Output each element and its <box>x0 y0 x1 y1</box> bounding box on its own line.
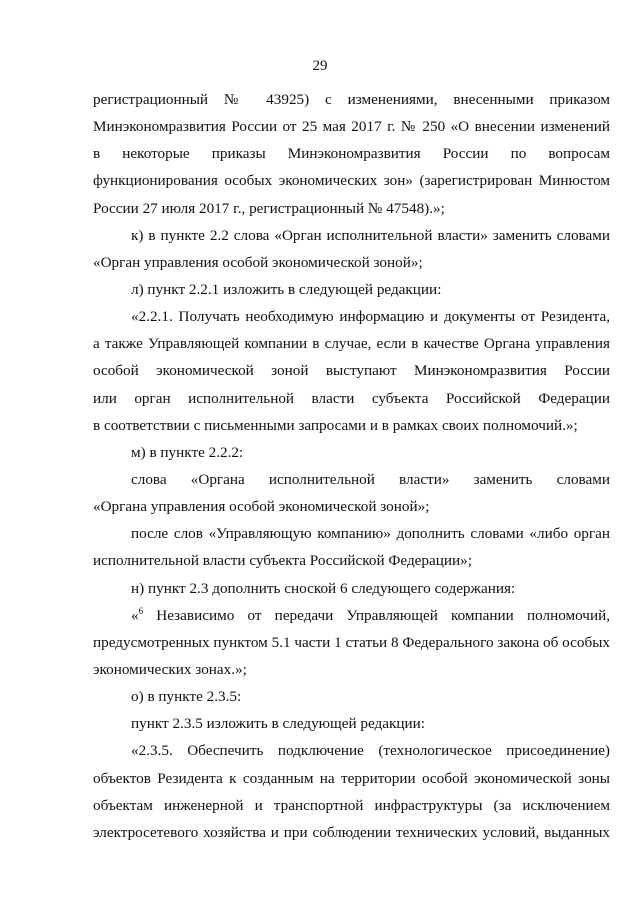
text-line: в некоторые приказы Минэкономразвития России по вопросам <box>93 145 610 163</box>
text-line: пункт 2.3.5 изложить в следующей редакции: <box>131 715 425 733</box>
text-line: м) в пункте 2.2.2: <box>131 443 244 461</box>
footnote-open-quote: « <box>131 606 139 624</box>
text-line: н) пункт 2.3 дополнить сноской 6 следующего содержания: <box>131 579 516 597</box>
text-line: «Орган управления особой экономической зоной»; <box>93 253 423 271</box>
text-line: после слов «Управляющую компанию» дополнить словами «либо орган <box>131 525 610 543</box>
text-line: слова «Органа исполнительной власти» заменить словами <box>131 470 610 488</box>
text-line: «Органа управления особой экономической зоной»; <box>93 498 430 516</box>
text-line: «2.3.5. Обеспечить подключение (технологическое присоединение) <box>131 742 610 760</box>
text-line: предусмотренных пунктом 5.1 части 1 статьи 8 Федерального закона об особых <box>93 633 610 651</box>
text-line: к) в пункте 2.2 слова «Орган исполнительной власти» заменить словами <box>131 226 610 244</box>
footnote-marker: 6 <box>138 605 144 616</box>
text-line: «2.2.1. Получать необходимую информацию и документы от Резидента, <box>131 308 610 326</box>
footnote-text: Независимо от передачи Управляющей компании полномочий, <box>143 606 610 624</box>
text-line: Минэкономразвития России от 25 мая 2017 г. № 250 «О внесении изменений <box>93 118 610 136</box>
text-line: исполнительной власти субъекта Российской Федерации»; <box>93 552 472 570</box>
text-line: России 27 июля 2017 г., регистрационный № 47548).»; <box>93 199 445 217</box>
text-line: экономических зонах.»; <box>93 660 247 678</box>
text-line <box>93 602 610 629</box>
text-line: объектов Резидента к созданным на территории особой экономической зоны <box>93 769 610 787</box>
text-line: а также Управляющей компании в случае, если в качестве Органа управления <box>93 335 610 353</box>
page-number: 29 <box>312 58 328 74</box>
text-line: л) пункт 2.2.1 изложить в следующей редакции: <box>131 280 442 298</box>
text-line: электросетевого хозяйства и при соблюдении технических условий, выданных <box>93 823 610 841</box>
document-body <box>93 86 610 846</box>
text-line: функционирования особых экономических зон» (зарегистрирован Минюстом <box>93 172 610 190</box>
text-line: регистрационный № 43925) с изменениями, внесенными приказом <box>93 91 610 108</box>
text-line: особой экономической зоной выступают Минэкономразвития России <box>93 362 610 380</box>
text-line: в соответствии с письменными запросами и в рамках своих полномочий.»; <box>93 416 578 434</box>
text-line: о) в пункте 2.3.5: <box>131 688 242 706</box>
text-line: или орган исполнительной власти субъекта Российской Федерации <box>93 389 610 407</box>
text-line: объектам инженерной и транспортной инфраструктуры (за исключением <box>93 796 610 814</box>
